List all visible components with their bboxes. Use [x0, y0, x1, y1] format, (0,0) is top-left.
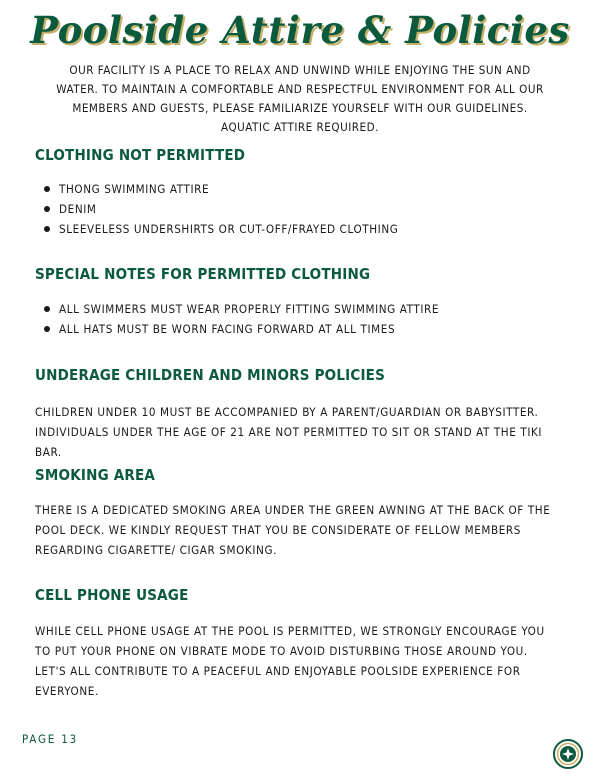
- list-item: THONG SWIMMING ATTIRE: [35, 179, 398, 199]
- list-item: ALL HATS MUST BE WORN FACING FORWARD AT ALL TIMES: [35, 319, 439, 339]
- section-heading-smoking-area: SMOKING AREA: [35, 466, 156, 484]
- section-heading-cell-phone: CELL PHONE USAGE: [35, 586, 189, 604]
- section-heading-underage-children: UNDERAGE CHILDREN AND MINORS POLICIES: [35, 366, 386, 384]
- page-title: Poolside Attire & Policies: [30, 8, 570, 52]
- club-seal-icon: [553, 739, 583, 769]
- smoking-area-paragraph: THERE IS A DEDICATED SMOKING AREA UNDER THE GREEN AWNING AT THE BACK OF THE POOL DECK. WE KINDLY REQUEST THAT YOU BE CONSIDERATE OF FELLOW MEMBERS REGARDING CIGARETTE/ CIGAR SMOKING.: [35, 503, 551, 557]
- list-item: SLEEVELESS UNDERSHIRTS OR CUT-OFF/FRAYED CLOTHING: [35, 219, 398, 239]
- list-item: ALL SWIMMERS MUST WEAR PROPERLY FITTING SWIMMING ATTIRE: [35, 299, 439, 319]
- cell-phone-paragraph: WHILE CELL PHONE USAGE AT THE POOL IS PERMITTED, WE STRONGLY ENCOURAGE YOU TO PUT YOUR PHONE ON VIBRATE MODE TO AVOID DISTURBING THOSE AROUND YOU. LET'S ALL CONTRIBUTE TO A PEACEFUL AND ENJOYABLE POOLSIDE EXPERIENCE FOR EVERYONE.: [35, 624, 545, 698]
- underage-policy-paragraph: CHILDREN UNDER 10 MUST BE ACCOMPANIED BY A PARENT/GUARDIAN OR BABYSITTER. INDIVIDUALS UNDER THE AGE OF 21 ARE NOT PERMITTED TO SIT OR STAND AT THE TIKI BAR.: [35, 405, 543, 459]
- section-heading-special-notes: SPECIAL NOTES FOR PERMITTED CLOTHING: [35, 265, 371, 283]
- intro-paragraph: OUR FACILITY IS A PLACE TO RELAX AND UNWIND WHILE ENJOYING THE SUN AND WATER. TO MAINTAIN A COMFORTABLE AND RESPECTFUL ENVIRONMENT FOR ALL OUR MEMBERS AND GUESTS, PLEASE FAMILIARIZE YOURSELF WITH OUR GUIDELINES. AQUATIC ATTIRE REQUIRED.: [56, 63, 544, 134]
- clothing-not-permitted-list: [35, 179, 398, 239]
- page-number: PAGE 13: [22, 732, 78, 746]
- special-notes-list: [35, 299, 439, 339]
- section-heading-clothing-not-permitted: CLOTHING NOT PERMITTED: [35, 146, 246, 164]
- list-item: DENIM: [35, 199, 398, 219]
